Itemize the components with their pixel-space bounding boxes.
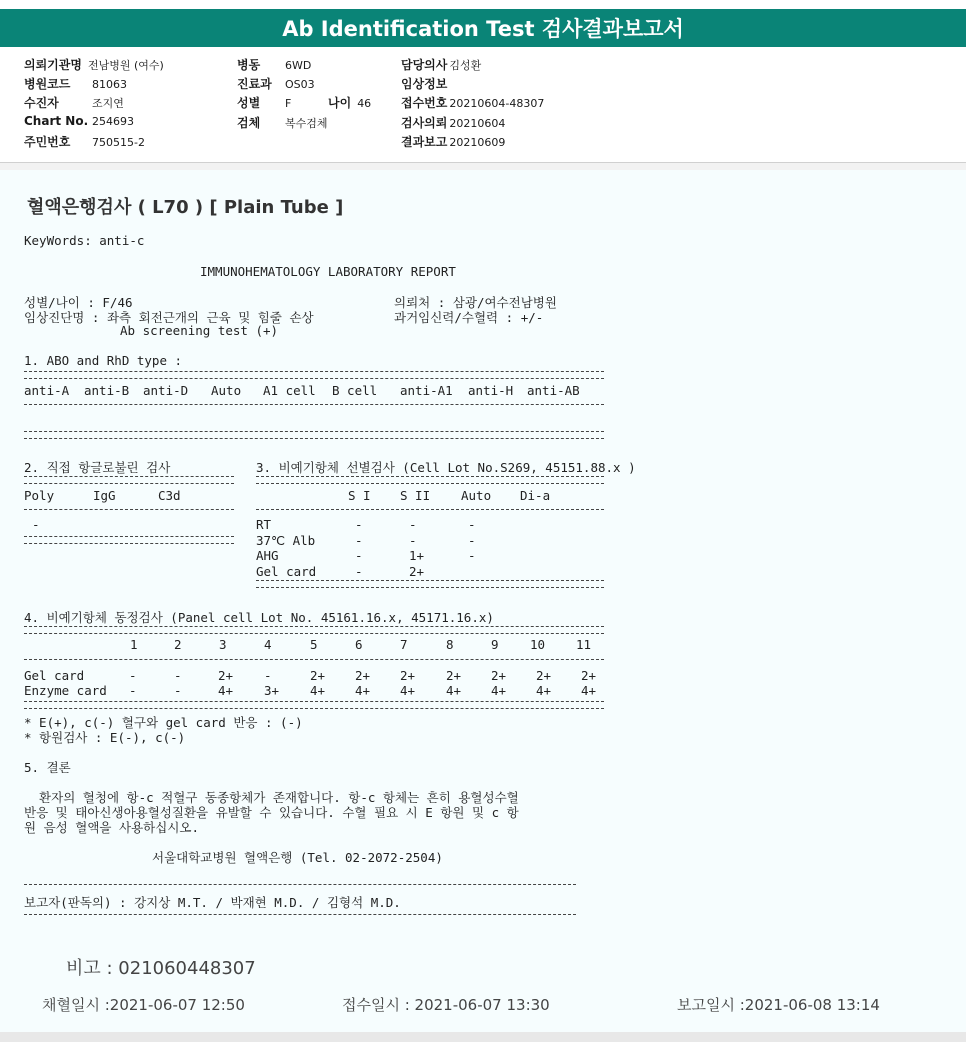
abo-column-header: anti-AB — [527, 383, 580, 398]
panel-column-header: 5 — [310, 637, 318, 652]
rule — [24, 371, 604, 379]
panel-cell: - — [129, 668, 137, 683]
report-header — [0, 47, 966, 163]
screening-row-label: RT — [256, 517, 272, 532]
header-row-department: 진료과 OS03 — [237, 77, 315, 91]
screening-row-label: AHG — [256, 548, 279, 563]
blood-bank-contact: 서울대학교병원 혈액은행 (Tel. 02-2072-2504) — [152, 850, 443, 865]
conclusion-line-2: 반응 및 태아신생아용혈성질환을 유발할 수 있습니다. 수혈 필요 시 E 항원 및 c 항 — [24, 805, 519, 820]
header-row-report-date: 결과보고 20210609 — [401, 135, 506, 149]
panel-cell: - — [174, 683, 182, 698]
screening-cell: 2+ — [409, 563, 425, 579]
rule — [24, 914, 576, 915]
abo-column-header: anti-A — [24, 383, 70, 398]
panel-column-header: 8 — [446, 637, 454, 652]
panel-cell: 2+ — [400, 668, 416, 683]
panel-cell: - — [129, 683, 137, 698]
screening-column-header: S II — [400, 488, 431, 503]
header-row-accession-no: 접수번호 20210604-48307 — [401, 96, 545, 110]
rule — [24, 659, 604, 660]
header-row-ward: 병동 6WD — [237, 58, 312, 72]
abo-column-header: anti-H — [468, 383, 514, 398]
header-row-request-date: 검사의뢰 20210604 — [401, 116, 506, 130]
panel-cell: 2+ — [310, 668, 326, 683]
dat-column-header: Poly — [24, 488, 55, 503]
panel-cell: 4+ — [446, 683, 462, 698]
header-row-age: 나이 46 — [328, 96, 372, 110]
panel-column-header: 3 — [219, 637, 227, 652]
panel-column-header: 11 — [576, 637, 592, 652]
panel-column-header: 6 — [355, 637, 363, 652]
panel-cell: 2+ — [491, 668, 507, 683]
header-row-clinical-info: 임상정보 — [401, 77, 448, 91]
panel-cell: 4+ — [400, 683, 416, 698]
rule — [24, 701, 604, 709]
rule — [24, 626, 604, 634]
bottom-strip — [0, 1032, 966, 1042]
rule — [24, 509, 234, 510]
panel-column-header: 2 — [174, 637, 182, 652]
rule — [24, 431, 604, 439]
header-row-sex: 성별 F — [237, 96, 292, 110]
screening-column-header: Auto — [461, 488, 492, 503]
screening-cell: - — [468, 548, 476, 563]
panel-cell: 4+ — [218, 683, 234, 698]
header-row-institution: 의뢰기관명 전남병원 (여수) — [24, 58, 164, 72]
header-row-doctor: 담당의사 김성환 — [401, 58, 482, 72]
abo-column-header: Auto — [211, 383, 242, 398]
dat-value: - — [32, 517, 40, 532]
panel-column-header: 7 — [400, 637, 408, 652]
screening-cell: - — [468, 517, 476, 532]
conclusion-heading: 5. 결론 — [24, 760, 71, 775]
screening-row-label: Gel card — [256, 563, 317, 579]
panel-cell: 3+ — [264, 683, 280, 698]
report-title-bar: Ab Identification Test 검사결과보고서 — [0, 9, 966, 47]
conclusion-line-3: 원 음성 혈액을 사용하십시오. — [24, 820, 200, 835]
panel-cell: 2+ — [355, 668, 371, 683]
screening-cell: - — [355, 548, 363, 563]
panel-cell: 2+ — [581, 668, 597, 683]
rule — [24, 536, 234, 544]
requester: 의뢰처 : 삼광/여수전남병원 — [394, 295, 557, 310]
abo-heading: 1. ABO and RhD type : — [24, 353, 183, 368]
screening-column-header: Di-a — [520, 488, 551, 503]
screening-cell: - — [409, 532, 417, 548]
abo-column-header: B cell — [332, 383, 378, 398]
header-row-specimen: 검체 복수검체 — [237, 116, 328, 130]
panel-note-1: * E(+), c(-) 혈구와 gel card 반응 : (-) — [24, 715, 303, 730]
panel-cell: 4+ — [581, 683, 597, 698]
abo-column-header: anti-D — [143, 383, 189, 398]
panel-cell: - — [174, 668, 182, 683]
rule — [256, 509, 604, 510]
panel-cell: 2+ — [446, 668, 462, 683]
dat-column-header: C3d — [158, 488, 181, 503]
section-title: 혈액은행검사 ( L70 ) [ Plain Tube ] — [27, 197, 344, 218]
panel-cell: 4+ — [310, 683, 326, 698]
panel-cell: 2+ — [218, 668, 234, 683]
header-row-patient-name: 수진자 조지연 — [24, 96, 124, 110]
transfusion-history: 과거임신력/수혈력 : +/- — [394, 310, 544, 325]
panel-row-label: Gel card — [24, 668, 85, 683]
screening-row-label: 37℃ Alb — [256, 532, 316, 548]
screening-cell: - — [355, 563, 363, 579]
rule — [24, 476, 234, 484]
panel-note-2: * 항원검사 : E(-), c(-) — [24, 730, 186, 745]
patient-diagnosis-note: Ab screening test (+) — [120, 323, 279, 338]
dat-heading: 2. 직접 항글로불린 검사 — [24, 460, 171, 475]
panel-row-label: Enzyme card — [24, 683, 107, 698]
top-frame — [0, 0, 966, 9]
keywords: KeyWords: anti-c — [24, 233, 145, 248]
reported-datetime: 보고일시 :2021-06-08 13:14 — [677, 996, 880, 1014]
screening-column-header: S I — [348, 488, 371, 503]
panel-cell: 4+ — [491, 683, 507, 698]
panel-column-header: 10 — [530, 637, 546, 652]
patient-sex-age: 성별/나이 : F/46 — [24, 295, 133, 310]
note-accession: 비고 : 021060448307 — [66, 958, 256, 979]
header-row-chart-no: Chart No. 254693 — [24, 114, 134, 128]
screening-heading: 3. 비예기항체 선별검사 (Cell Lot No.S269, 45151.88.x ) — [256, 460, 636, 475]
screening-cell: - — [409, 517, 417, 532]
abo-column-header: anti-A1 — [400, 383, 453, 398]
patient-diagnosis: 임상진단명 : 좌측 회전근개의 근육 및 힘줄 손상 — [24, 310, 314, 325]
dat-column-header: IgG — [93, 488, 116, 503]
screening-cell: - — [355, 532, 363, 548]
header-row-hospital-code: 병원코드 81063 — [24, 77, 127, 91]
conclusion-line-1: 환자의 혈청에 항-c 적혈구 동종항체가 존재합니다. 항-c 항체는 흔히 용혈성수혈 — [24, 790, 519, 805]
panel-column-header: 9 — [491, 637, 499, 652]
panel-cell: 4+ — [355, 683, 371, 698]
panel-column-header: 4 — [264, 637, 272, 652]
panel-cell: - — [264, 668, 272, 683]
abo-column-header: anti-B — [84, 383, 130, 398]
panel-column-header: 1 — [130, 637, 138, 652]
lab-report-title: IMMUNOHEMATOLOGY LABORATORY REPORT — [200, 264, 456, 279]
rule — [24, 404, 604, 405]
received-datetime: 접수일시 : 2021-06-07 13:30 — [342, 996, 550, 1014]
rule — [24, 884, 576, 885]
panel-cell: 2+ — [536, 668, 552, 683]
panel-heading: 4. 비예기항체 동정검사 (Panel cell Lot No. 45161.16.x, 45171.16.x) — [24, 610, 494, 625]
screening-cell: - — [468, 532, 476, 548]
screening-cell: 1+ — [409, 548, 425, 563]
rule — [256, 476, 604, 484]
rule — [256, 580, 604, 588]
panel-cell: 4+ — [536, 683, 552, 698]
collection-datetime: 채혈일시 :2021-06-07 12:50 — [42, 996, 245, 1014]
screening-cell: - — [355, 517, 363, 532]
reporters: 보고자(판독의) : 강지상 M.T. / 박재현 M.D. / 김형석 M.D. — [24, 895, 401, 910]
header-row-resident-no: 주민번호 750515-2 — [24, 135, 145, 149]
abo-column-header: A1 cell — [263, 383, 316, 398]
